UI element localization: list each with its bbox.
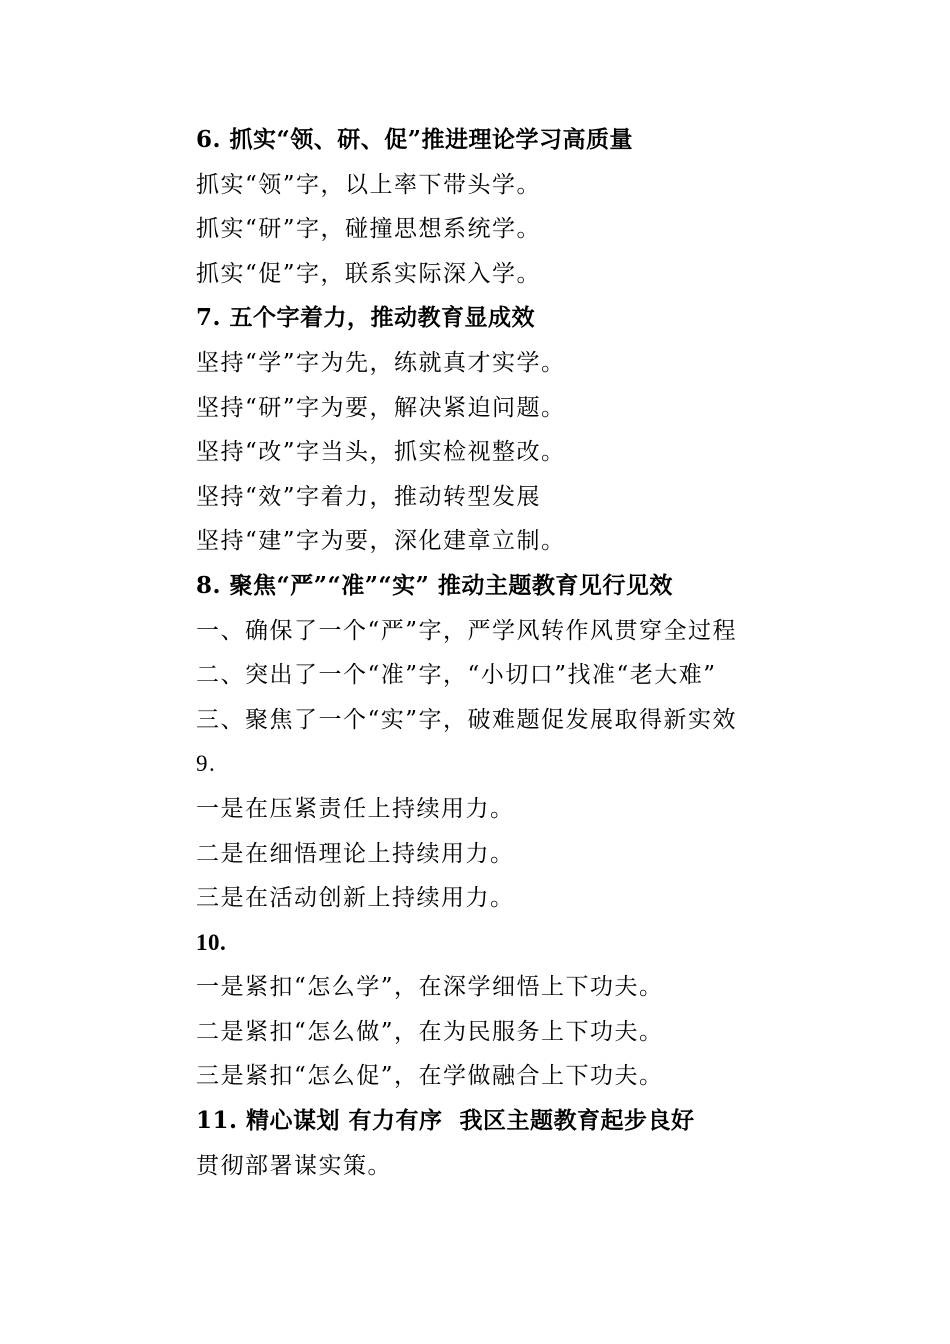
- section-8-heading: 8. 聚焦“严”“准”“实” 推动主题教育见行见效: [196, 571, 673, 599]
- section-9-line-3: 三是在活动创新上持续用力。: [196, 885, 515, 912]
- section-7-line-1: 坚持“学”字为先，练就真才实学。: [196, 349, 566, 376]
- section-9-heading: 9.: [196, 751, 217, 777]
- section-8-line-1: 一、确保了一个“严”字，严学风转作风贯穿全过程: [196, 617, 738, 644]
- section-6-line-2: 抓实“研”字，碰撞思想系统学。: [196, 216, 542, 243]
- section-7-line-5: 坚持“建”字为要，深化建章立制。: [196, 528, 566, 555]
- section-8-line-3: 三、聚焦了一个“实”字，破难题促发展取得新实效: [196, 706, 738, 733]
- section-10-line-3: 三是紧扣“怎么促”，在学做融合上下功夫。: [196, 1063, 664, 1090]
- section-10-line-2: 二是紧扣“怎么做”，在为民服务上下功夫。: [196, 1018, 664, 1045]
- section-7-line-2: 坚持“研”字为要，解决紧迫问题。: [196, 394, 566, 421]
- section-10-heading: 10.: [196, 929, 227, 955]
- section-10-line-1: 一是紧扣“怎么学”，在深学细悟上下功夫。: [196, 974, 664, 1001]
- section-9-line-1: 一是在压紧责任上持续用力。: [196, 795, 515, 822]
- section-7-heading: 7. 五个字着力，推动教育显成效: [196, 304, 536, 332]
- section-6-line-3: 抓实“促”字，联系实际深入学。: [196, 260, 542, 287]
- document-page: [196, 118, 896, 1188]
- section-6-heading: 6. 抓实“领、研、促”推进理论学习高质量: [196, 126, 633, 153]
- section-11-line-1: 贯彻部署谋实策。: [196, 1152, 392, 1179]
- section-7-line-3: 坚持“改”字当头，抓实检视整改。: [196, 439, 566, 466]
- section-11-heading: 11. 精心谋划 有力有序 我区主题教育起步良好: [196, 1107, 695, 1135]
- section-8-line-2: 二、突出了一个“准”字，“小切口”找准“老大难”: [196, 662, 717, 689]
- section-9-line-2: 二是在细悟理论上持续用力。: [196, 840, 515, 867]
- section-7-line-4: 坚持“效”字着力，推动转型发展: [196, 483, 542, 510]
- section-6-line-1: 抓实“领”字，以上率下带头学。: [196, 171, 542, 198]
